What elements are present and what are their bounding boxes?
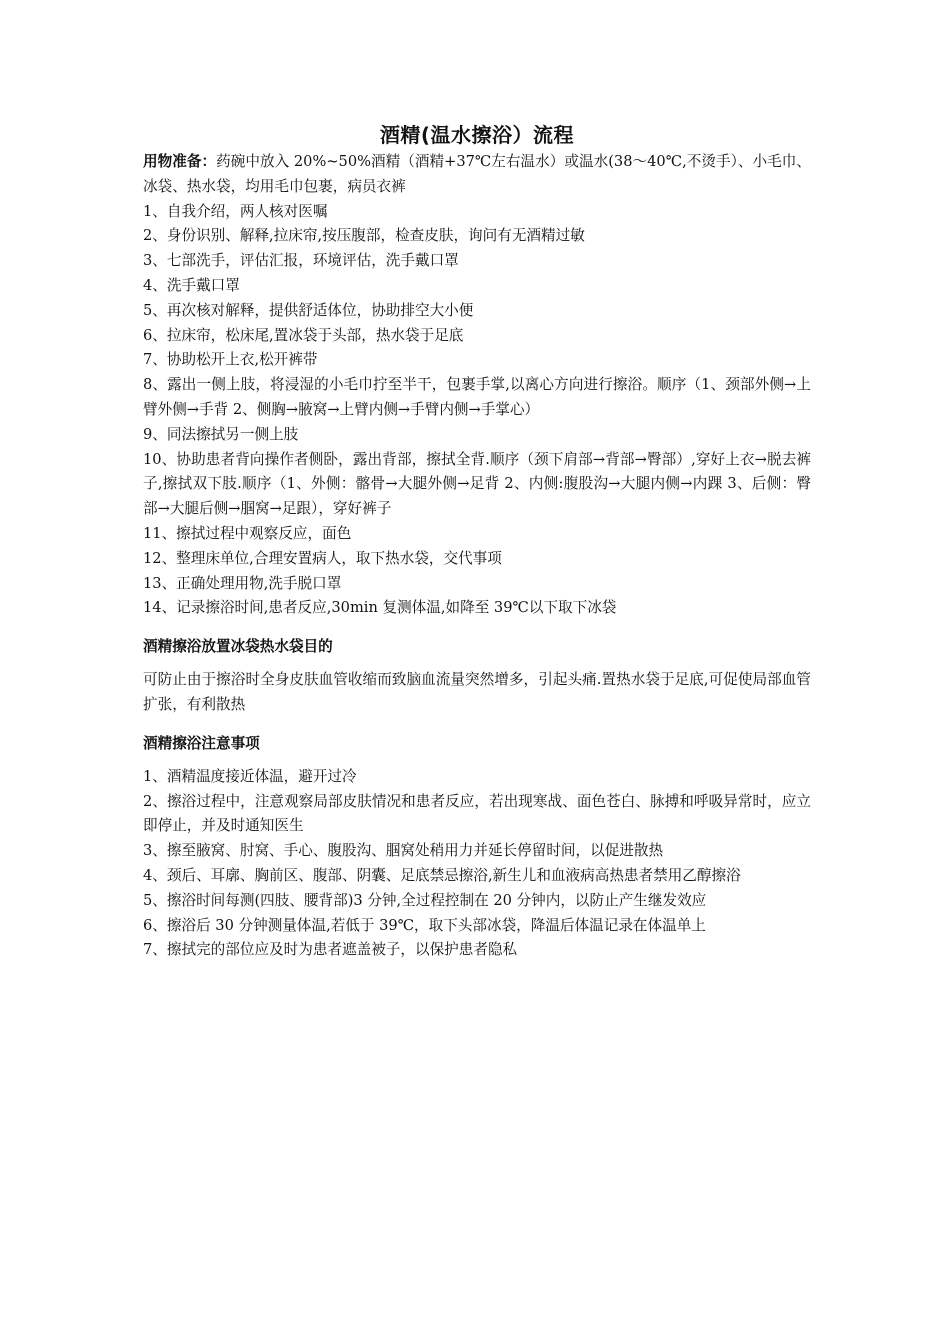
precaution-item: 1、酒精温度接近体温，避开过冷 <box>143 767 357 785</box>
step-item: 10、协助患者背向操作者侧卧，露出背部，擦拭全背.顺序（颈下肩部→背部→臀部）,穿好上衣→脱去裤子,擦拭双下肢.顺序（1、外侧：髂骨→大腿外侧→足背 2、内侧:腹股沟→大腿内侧→内踝 3、后侧：臀部→大腿后侧→腘窝→足跟），穿好裤子 <box>143 450 811 518</box>
section-spacer <box>143 659 811 668</box>
precaution-item: 4、颈后、耳廓、胸前区、腹部、阴囊、足底禁忌擦浴,新生儿和血液病高热患者禁用乙醇擦浴 <box>143 866 741 884</box>
preparation-label: 用物准备： <box>143 153 217 170</box>
preparation-text: 药碗中放入 20%~50%酒精（酒精+37℃左右温水）或温水(38～40℃,不烫手）、小毛巾、冰袋、热水袋，均用毛巾包裹，病员衣裤 <box>143 153 811 195</box>
step-item: 4、洗手戴口罩 <box>143 276 240 294</box>
precautions-heading: 酒精擦浴注意事项 <box>143 734 260 752</box>
precautions-list <box>143 765 811 963</box>
document-title: 酒精(温水擦浴）流程 <box>379 123 575 147</box>
step-item: 11、擦拭过程中观察反应，面色 <box>143 524 352 542</box>
step-item: 6、拉床帘，松床尾,置冰袋于头部，热水袋于足底 <box>143 326 464 344</box>
step-item: 14、记录擦浴时间,患者反应,30min 复测体温,如降至 39℃以下取下冰袋 <box>143 599 617 617</box>
precaution-item: 7、擦拭完的部位应及时为患者遮盖被子，以保护患者隐私 <box>143 941 518 959</box>
step-item: 5、再次核对解释，提供舒适体位，协助排空大小便 <box>143 301 474 319</box>
step-item: 7、协助松开上衣,松开裤带 <box>143 351 318 369</box>
section-spacer <box>143 621 811 635</box>
preparation-paragraph <box>143 150 811 200</box>
step-item: 2、身份识别、解释,拉床帘,按压腹部，检查皮肤，询问有无酒精过敏 <box>143 227 585 245</box>
precaution-item: 2、擦浴过程中，注意观察局部皮肤情况和患者反应，若出现寒战、面色苍白、脉搏和呼吸异常时，应立即停止，并及时通知医生 <box>143 792 811 835</box>
section-spacer <box>143 718 811 732</box>
step-item: 9、同法擦拭另一侧上肢 <box>143 425 299 443</box>
purpose-heading: 酒精擦浴放置冰袋热水袋目的 <box>143 638 333 656</box>
step-item: 8、露出一侧上肢，将浸湿的小毛巾拧至半干，包裹手掌,以离心方向进行擦浴。顺序（1、颈部外侧→上臂外侧→手背 2、侧胸→腋窝→上臂内侧→手臂内侧→手掌心） <box>143 376 811 418</box>
precaution-item: 6、擦浴后 30 分钟测量体温,若低于 39℃，取下头部冰袋，降温后体温记录在体温单上 <box>143 916 706 934</box>
precaution-item: 3、擦至腋窝、肘窝、手心、腹股沟、腘窝处稍用力并延长停留时间，以促进散热 <box>143 842 664 860</box>
step-item: 3、七部洗手，评估汇报，环境评估，洗手戴口罩 <box>143 252 459 270</box>
purpose-paragraph: 可防止由于擦浴时全身皮肤血管收缩而致脑血流量突然增多，引起头痛.置热水袋于足底,可促使局部血管扩张，有利散热 <box>143 671 811 713</box>
document-body <box>143 120 811 963</box>
precaution-item: 5、擦浴时间每测(四肢、腰背部)3 分钟,全过程控制在 20 分钟内，以防止产生继发效应 <box>143 891 707 909</box>
procedure-steps <box>143 200 811 622</box>
section-spacer <box>143 756 811 765</box>
step-item: 13、正确处理用物,洗手脱口罩 <box>143 574 342 592</box>
step-item: 12、整理床单位,合理安置病人，取下热水袋，交代事项 <box>143 549 502 567</box>
step-item: 1、自我介绍，两人核对医嘱 <box>143 202 328 220</box>
